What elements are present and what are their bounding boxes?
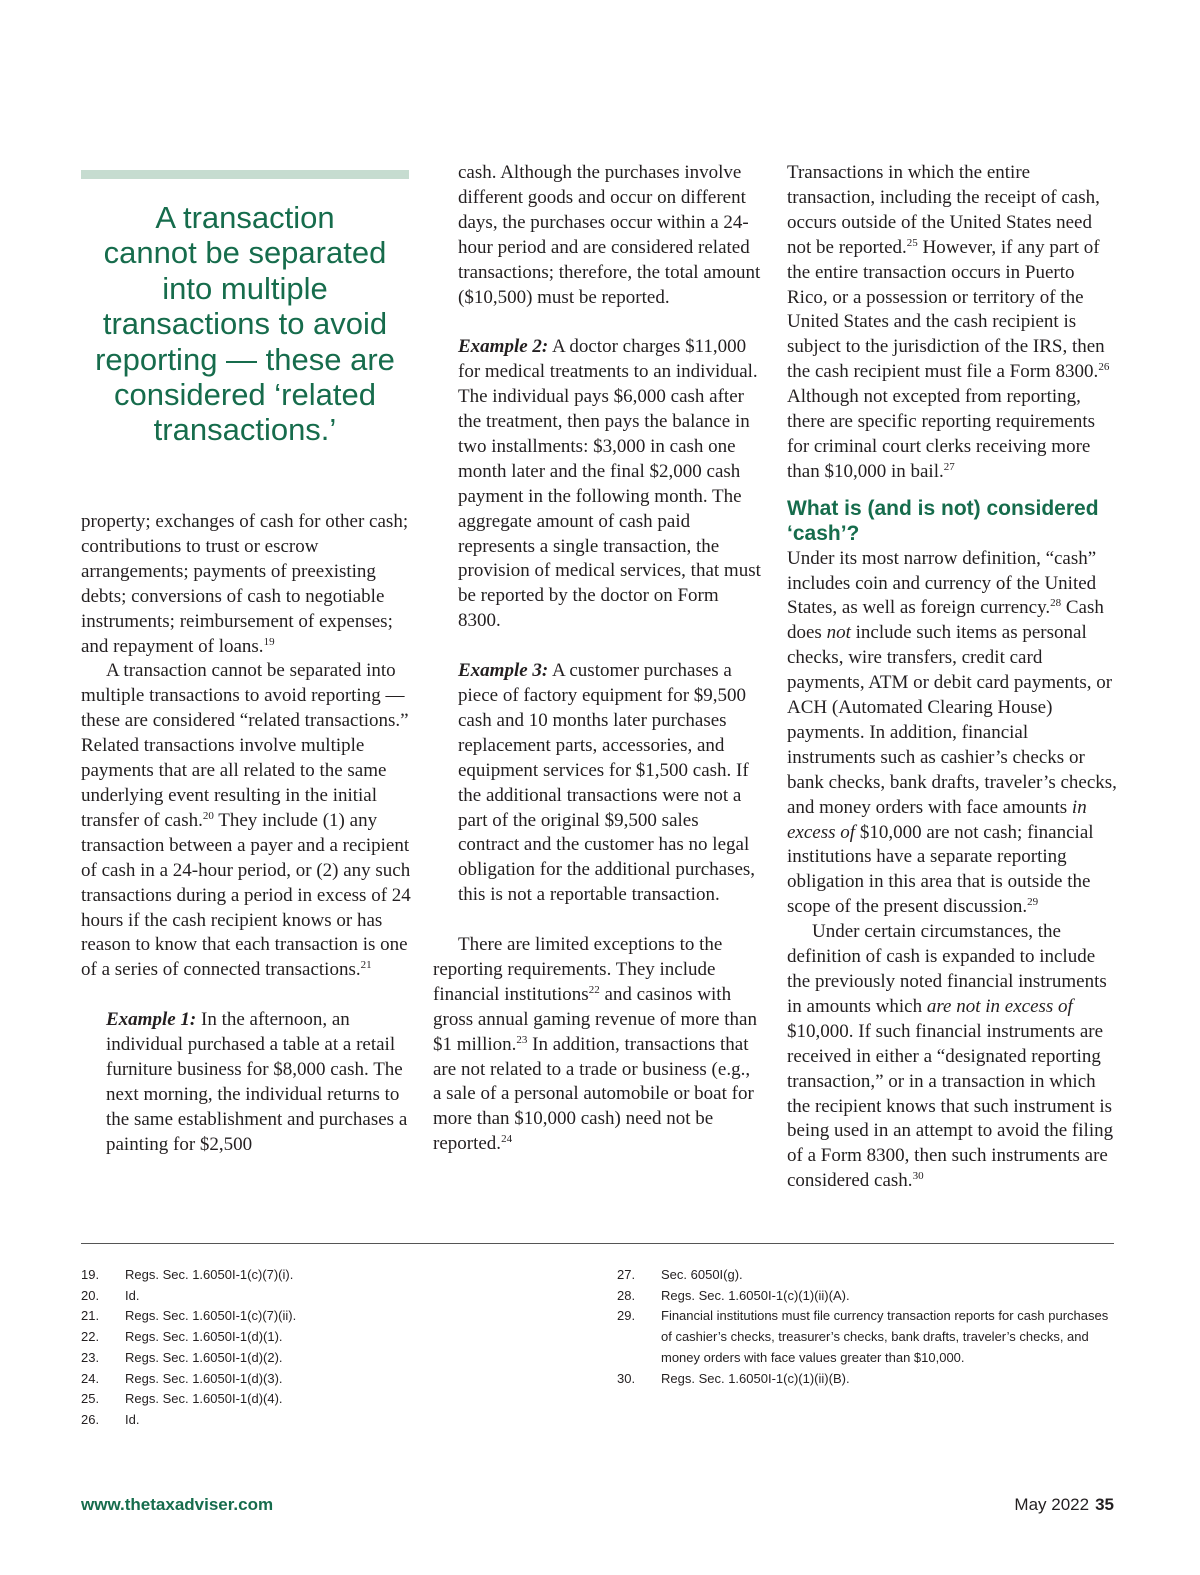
footnote: 29. Financial institutions must file currency transaction reports for cash purchases of cashier’s checks, treasurer’s checks, bank drafts, traveler’s checks, and money orders with face values greater than $10,000.: [617, 1308, 1109, 1365]
example-label: Example 3:: [458, 660, 549, 682]
pull-quote-line: cannot be separated: [103, 235, 387, 271]
footnote-ref: 27: [943, 460, 955, 473]
example-1-continued: cash. Although the purchases involve different goods and occur on different days, the purchases occur within a 24-hour period and are considered related transactions; therefore, the total amount ($10,500) must be reported.: [458, 162, 761, 308]
footnote-ref: 30: [912, 1170, 924, 1183]
pull-quote-line: into multiple: [162, 270, 328, 306]
paragraph: Under its most narrow definition, “cash” includes coin and currency of the United States, as well as foreign currency.$^{28}$ Cash does not include such items as personal checks, wire transfers, credit card payments, ATM or debit card payments, or ACH (Automated Clearing House) payments. In addition, financial instruments such as cashier’s checks or bank checks, bank drafts, traveler’s checks, and money orders with face amounts in excess of $10,000 are not cash; financial institutions have a separate reporting obligation in this area that is outside the scope of the present discussion.$^{29}$: [787, 547, 1117, 918]
footnote-ref: 26: [1098, 361, 1110, 374]
footnotes-right: [617, 1265, 1117, 1389]
example-label: Example 2:: [458, 336, 549, 358]
footnote-divider: [81, 1243, 1114, 1244]
pull-quote-line: reporting — these are: [95, 341, 395, 377]
footnote: 26. Id.: [81, 1411, 140, 1427]
column-2: [433, 161, 763, 1157]
footnotes-left: [81, 1265, 551, 1431]
footnote-ref: 25: [906, 236, 918, 249]
footnote: 28. Regs. Sec. 1.6050I-1(c)(1)(ii)(A).: [617, 1287, 850, 1303]
section-heading: What is (and is not) considered ‘cash’?: [787, 496, 1099, 545]
footnote-ref: 29: [1027, 896, 1039, 909]
footnote: 30. Regs. Sec. 1.6050I-1(c)(1)(ii)(B).: [617, 1370, 850, 1386]
footnote: 27. Sec. 6050I(g).: [617, 1267, 743, 1282]
example-1: Example 1: In the afternoon, an individual purchased a table at a retail furniture business for $8,000 cash. The next morning, the individual returns to the same establishment and purchases a painting for $2,500: [106, 1009, 408, 1155]
paragraph: There are limited exceptions to the reporting requirements. They include financial institutions$^{22}$ and casinos with gross annual gaming revenue of more than $1 million.$^{23}$ In addition, transactions that are not related to a trade or business (e.g., a sale of a personal automobile or boat for more than $10,000 cash) need not be reported.$^{24}$: [433, 934, 757, 1155]
footnote-ref: 23: [516, 1033, 528, 1046]
column-1: [81, 510, 411, 1158]
footnote: 23. Regs. Sec. 1.6050I-1(d)(2).: [81, 1349, 283, 1365]
footnote-ref: 22: [588, 983, 600, 996]
paragraph: A transaction cannot be separated into multiple transactions to avoid reporting — these are considered “related transactions.” Related transactions involve multiple payments that are all related to the same underlying event resulting in the initial transfer of cash.$^{20}$ They include (1) any transaction between a payer and a recipient of cash in a 24-hour period, or (2) any such transactions during a period in excess of 24 hours if the cash recipient knows or has reason to know that each transaction is one of a series of connected transactions.$^{21}$: [81, 660, 411, 981]
paragraph: Under certain circumstances, the definition of cash is expanded to include the previously noted financial instruments in amounts which are not in excess of $10,000. If such financial instruments are received in either a “designated reporting transaction,” or in a transaction in which the recipient knows that such instrument is being used in an attempt to avoid the filing of a Form 8300, then such instruments are considered cash.$^{30}$: [787, 921, 1114, 1192]
paragraph: property; exchanges of cash for other cash; contributions to trust or escrow arrangements; payments of preexisting debts; conversions of cash to negotiable instruments; reimbursement of expenses; and repayment of loans.$^{19}$: [81, 511, 409, 657]
footnote: 19. Regs. Sec. 1.6050I-1(c)(7)(i).: [81, 1267, 294, 1282]
pull-quote-line: transactions to avoid: [102, 306, 388, 342]
pull-quote-line: considered ‘related: [114, 377, 376, 413]
example-2: Example 2: A doctor charges $11,000 for medical treatments to an individual. The individual pays $6,000 cash after the treatment, then pays the balance in two installments: $3,000 in cash one month later and the final $2,000 cash payment in the following month. The aggregate amount of cash paid represents a single transaction, the provision of medical services, that must be reported by the doctor on Form 8300.: [458, 336, 761, 632]
example-3: Example 3: A customer purchases a piece of factory equipment for $9,500 cash and 10 months later purchases replacement parts, accessories, and equipment services for $1,500 cash. If the additional transactions were not a part of the original $9,500 sales contract and the customer has no legal obligation for the additional purchases, this is not a reportable transaction.: [458, 660, 756, 906]
pull-quote: [81, 200, 409, 448]
paragraph: Transactions in which the entire transaction, including the receipt of cash, occurs outside of the United States need not be reported.$^{25}$ However, if any part of the entire transaction occurs in Puerto Rico, or a possession or territory of the United States and the cash recipient is subject to the jurisdiction of the IRS, then the cash recipient must file a Form 8300.26 Although not excepted from reporting, there are specific reporting requirements for criminal court clerks receiving more than $10,000 in bail.$^{27}$: [787, 162, 1110, 482]
page-footer: [1014, 1495, 1114, 1515]
footnote-ref: 24: [501, 1133, 513, 1146]
footnote: 22. Regs. Sec. 1.6050I-1(d)(1).: [81, 1329, 283, 1345]
footnote-ref: 20: [202, 809, 214, 822]
footnote-ref: 19: [263, 635, 275, 648]
pull-quote-line: transactions.’: [153, 412, 337, 448]
footnote-ref: 28: [1050, 597, 1062, 610]
footnote: 20. Id.: [81, 1287, 140, 1303]
footnote: 25. Regs. Sec. 1.6050I-1(d)(4).: [81, 1391, 283, 1407]
example-label: Example 1:: [106, 1009, 197, 1031]
pull-quote-bar: [81, 170, 409, 179]
pull-quote-line: A transaction: [155, 200, 335, 235]
column-3: [787, 161, 1117, 1194]
issue-date: May 2022: [1014, 1495, 1090, 1514]
page-number: 35: [1095, 1495, 1114, 1514]
website-link[interactable]: www.thetaxadviser.com: [81, 1495, 274, 1514]
footnote: 21. Regs. Sec. 1.6050I-1(c)(7)(ii).: [81, 1308, 297, 1324]
footnote: 24. Regs. Sec. 1.6050I-1(d)(3).: [81, 1370, 283, 1386]
footnote-ref: 21: [360, 959, 372, 972]
